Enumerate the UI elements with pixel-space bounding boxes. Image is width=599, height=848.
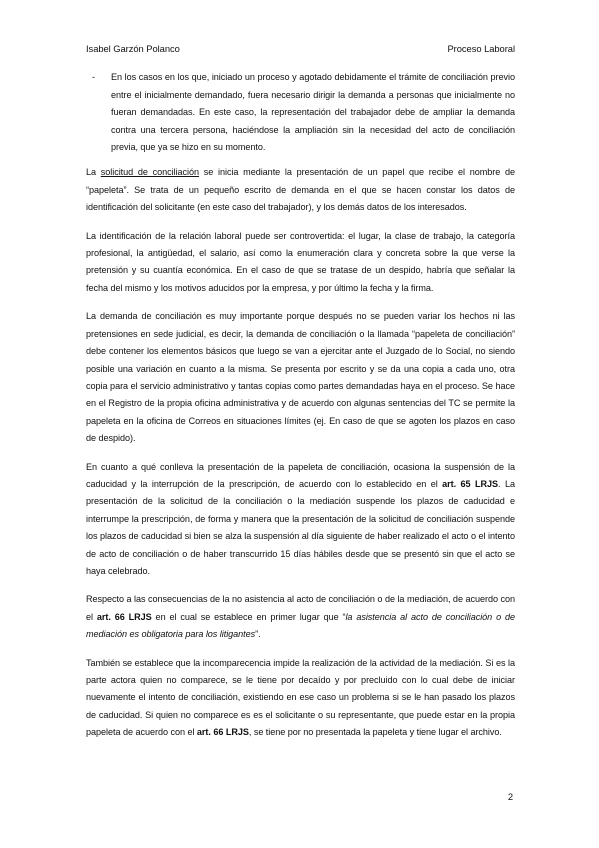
page-header <box>86 40 515 57</box>
ref-art-65: art. 65 LRJS <box>442 478 499 489</box>
bullet-text: En los casos en los que, iniciado un proceso y agotado debidamente el trámite de conciliación previo entre el inicialmente demandado, fuera necesario dirigir la demanda a personas que inicialmente no fueran demandadas. En este caso, la representación del trabajador debe de ampliar la demanda contra una tercera persona, haciéndose la ampliación sin la necesidad del acto de conciliación previa, que ya se hizo en su momento. <box>111 72 515 153</box>
header-subject: Proceso Laboral <box>447 43 515 54</box>
paragraph-demanda-conciliacion: La demanda de conciliación es muy importante porque después no se pueden variar los hechos ni las pretensiones en sede judicial, es decir, la demanda de conciliación o la llamada “papeleta de conciliación” debe contener los elementos básicos que luego se van a ejercitar ante el Juzgado de lo Social, no siendo posible una variación en cuanto a la misma. Se presenta por escrito y se da una copia a cada uno, otra copia para el servicio administrativo y tantas copias como partes demandadas haya en el proceso. Se hace en el Registro de la propia oficina administrativa y de acuerdo con algunas sentencias del TC se permite la papeleta en la oficina de Correos en situaciones límites (ej. En caso de que se agoten los plazos en caso de despido). <box>86 311 515 444</box>
bullet-mark: - <box>92 72 95 83</box>
p5-mid: en el cual se establece en primer lugar que “ <box>151 611 346 622</box>
term-solicitud-conciliacion: solicitud de conciliación <box>100 167 200 178</box>
p1-post: se inicia mediante la presentación de un papel que recibe el nombre de “papeleta”. Se trata de un pequeño escrito de demanda en el que se hacen constar los datos de identificación del solicitante (en este caso del trabajador), y los demás datos de los interesados. <box>86 167 515 213</box>
paragraph-efectos-papeleta <box>86 459 515 581</box>
page-number: 2 <box>507 791 513 802</box>
header-author: Isabel Garzón Polanco <box>86 43 180 54</box>
quote-asistencia: la asistencia al acto de conciliación o de mediación es obligatoria para los litigantes <box>86 611 515 640</box>
bullet-item <box>86 69 515 156</box>
paragraph-identificacion: La identificación de la relación laboral puede ser controvertida: el lugar, la clase de trabajo, la categoría profesional, la antigüedad, el salario, así como la enumeración clara y concreta sobre la que verse la pretensión y su cuantía económica. En el caso de que se tratase de un despido, habría que señalar la fecha del mismo y los motivos aducidos por la empresa, y por último la fecha y la firma. <box>86 230 515 293</box>
p4-post: . La presentación de la solicitud de la conciliación o la mediación suspende los plazos de caducidad e interrumpe la prescripción, de forma y manera que la presentación de la solicitud de conciliación suspende los plazos de caducidad si bien se alza la suspensión al día siguiente de haber realizado el acto o el intento de acto de conciliación o de haber transcurrido 15 días hábiles desde que se presentó sin que el acto se haya celebrado. <box>86 478 515 576</box>
p5-post: ”. <box>255 629 261 640</box>
p1-pre: La <box>86 167 101 178</box>
paragraph-incomparecencia <box>86 655 515 742</box>
ref-art-66: art. 66 LRJS <box>96 611 152 622</box>
p4-pre: En cuanto a qué conlleva la presentación de la papeleta de conciliación, ocasiona la suspensión de la caducidad y la interrupción de la prescripción, de acuerdo con lo establecido en el <box>86 461 515 489</box>
p6-post: , se tiene por no presentada la papeleta y tiene lugar el archivo. <box>248 727 502 738</box>
paragraph-no-asistencia <box>86 591 515 643</box>
paragraph-solicitud <box>86 164 515 216</box>
p6-pre: También se establece que la incomparecencia impide la realización de la actividad de la mediación. Si es la parte actora quien no comparece, se le tiene por decaído y por precluido con lo cual debe de iniciar nuevamente el intento de conciliación, existiendo en ese caso un problema si se le han pasado los plazos de caducidad. Si quien no comparece es es el solicitante o su representante, que puede estar en la propia papeleta de acuerdo con el <box>86 657 515 738</box>
p5-pre: Respecto a las consecuencias de la no asistencia al acto de conciliación o de la mediación, de acuerdo con el <box>86 594 515 622</box>
ref-art-66-second: art. 66 LRJS <box>196 727 249 738</box>
